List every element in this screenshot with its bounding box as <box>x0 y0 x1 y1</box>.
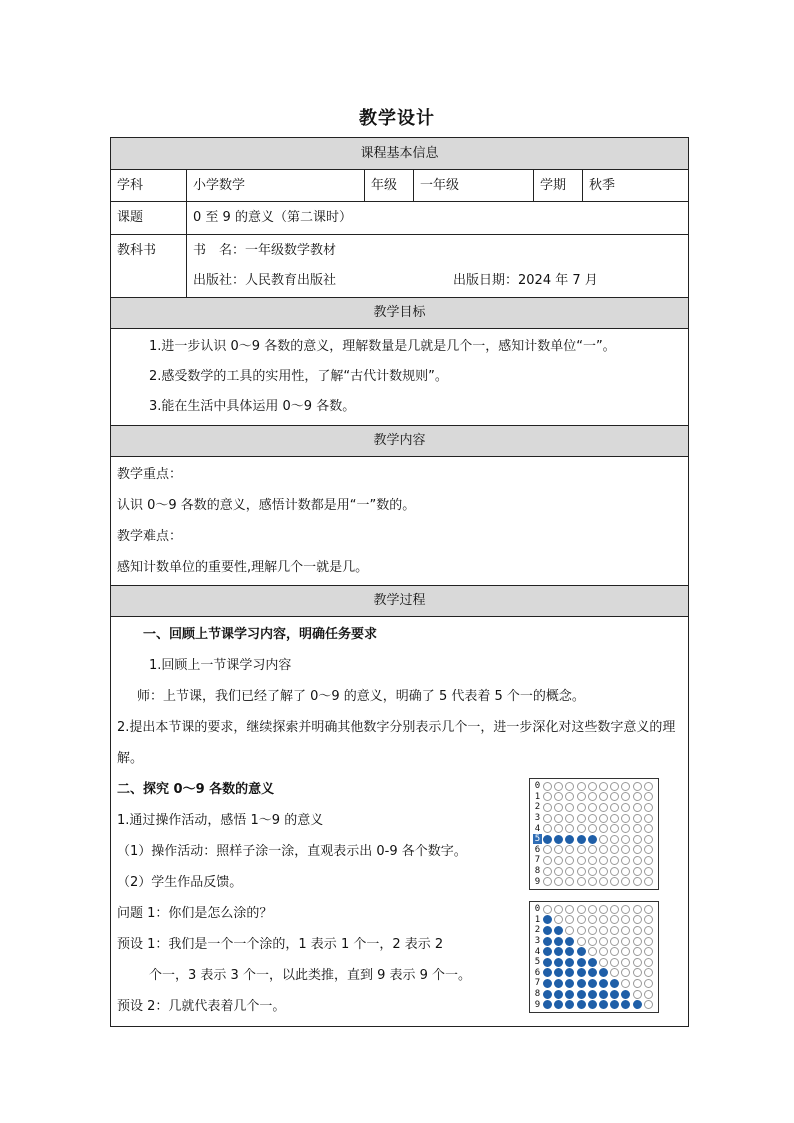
empty-circle <box>577 877 586 886</box>
empty-circle <box>577 926 586 935</box>
empty-circle <box>554 792 563 801</box>
filled-circle <box>588 968 597 977</box>
grid-row-label: 4 <box>534 946 541 957</box>
empty-circle <box>577 937 586 946</box>
operation-activity: （1）操作活动：照样子涂一涂，直观表示出 0-9 各个数字。 <box>117 843 467 859</box>
content-header: 教学内容 <box>111 426 689 457</box>
empty-circle <box>644 814 653 823</box>
empty-circle <box>565 856 574 865</box>
grade-value: 一年级 <box>414 170 534 202</box>
empty-circle <box>554 803 563 812</box>
empty-circle <box>543 856 552 865</box>
filled-circle <box>543 968 552 977</box>
filled-circle <box>543 835 552 844</box>
filled-circle <box>543 926 552 935</box>
empty-circle <box>599 814 608 823</box>
filled-circle <box>554 958 563 967</box>
empty-circle <box>633 867 642 876</box>
empty-circle <box>554 905 563 914</box>
empty-circle <box>644 990 653 999</box>
grid-row-label: 3 <box>534 813 541 824</box>
empty-circle <box>599 905 608 914</box>
subject-label: 学科 <box>111 170 187 202</box>
filled-circle <box>554 979 563 988</box>
empty-circle <box>633 926 642 935</box>
basic-info-header: 课程基本信息 <box>111 138 689 170</box>
filled-circle <box>610 1000 619 1009</box>
empty-circle <box>599 856 608 865</box>
empty-circle <box>577 867 586 876</box>
empty-circle <box>610 824 619 833</box>
empty-circle <box>644 835 653 844</box>
empty-circle <box>554 814 563 823</box>
abacus-grid-complete <box>529 901 659 1013</box>
difficulty-text: 感知计数单位的重要性,理解几个一就是几。 <box>117 559 369 575</box>
filled-circle <box>565 968 574 977</box>
empty-circle <box>644 877 653 886</box>
empty-circle <box>610 958 619 967</box>
topic-row <box>111 202 689 235</box>
grid-row <box>533 946 655 957</box>
empty-circle <box>633 803 642 812</box>
difficulty-label: 教学难点： <box>117 528 183 544</box>
empty-circle <box>621 814 630 823</box>
textbook-info <box>187 235 689 298</box>
document-title: 教学设计 <box>359 108 435 129</box>
empty-circle <box>554 856 563 865</box>
goals-header: 教学目标 <box>111 298 689 329</box>
empty-circle <box>577 792 586 801</box>
empty-circle <box>599 958 608 967</box>
empty-circle <box>577 803 586 812</box>
filled-circle <box>565 1000 574 1009</box>
empty-circle <box>621 968 630 977</box>
filled-circle <box>599 1000 608 1009</box>
empty-circle <box>565 824 574 833</box>
filled-circle <box>565 947 574 956</box>
empty-circle <box>599 824 608 833</box>
grid-row <box>533 925 655 936</box>
grid-row-label: 9 <box>534 876 541 887</box>
empty-circle <box>644 792 653 801</box>
empty-circle <box>543 782 552 791</box>
filled-circle <box>543 958 552 967</box>
empty-circle <box>633 968 642 977</box>
empty-circle <box>621 958 630 967</box>
textbook-row <box>111 235 689 298</box>
textbook-label: 教科书 <box>111 235 187 298</box>
filled-circle <box>554 835 563 844</box>
grid-row <box>533 855 655 866</box>
filled-circle <box>554 926 563 935</box>
key-points-text: 认识 0～9 各数的意义，感悟计数都是用“一”数的。 <box>117 497 416 513</box>
filled-circle <box>577 968 586 977</box>
empty-circle <box>565 877 574 886</box>
grid-row <box>533 802 655 813</box>
empty-circle <box>644 803 653 812</box>
filled-circle <box>565 990 574 999</box>
grid-row-label: 8 <box>534 989 541 1000</box>
filled-circle <box>588 835 597 844</box>
empty-circle <box>565 867 574 876</box>
empty-circle <box>588 824 597 833</box>
basic-info-header-row <box>111 138 689 170</box>
empty-circle <box>644 1000 653 1009</box>
empty-circle <box>633 824 642 833</box>
empty-circle <box>543 824 552 833</box>
grid-row-label: 2 <box>534 925 541 936</box>
filled-circle <box>577 958 586 967</box>
empty-circle <box>621 782 630 791</box>
section2-title: 二、探究 0～9 各数的意义 <box>117 781 275 797</box>
grid-row <box>533 968 655 979</box>
empty-circle <box>577 915 586 924</box>
empty-circle <box>554 782 563 791</box>
topic-value: 0 至 9 的意义（第二课时） <box>187 202 689 235</box>
empty-circle <box>621 845 630 854</box>
publisher-line <box>193 266 688 296</box>
empty-circle <box>610 803 619 812</box>
grid-row <box>533 989 655 1000</box>
empty-circle <box>588 867 597 876</box>
empty-circle <box>610 835 619 844</box>
grid-row-label: 9 <box>534 999 541 1010</box>
empty-circle <box>644 867 653 876</box>
empty-circle <box>644 958 653 967</box>
empty-circle <box>633 990 642 999</box>
filled-circle <box>610 990 619 999</box>
empty-circle <box>599 947 608 956</box>
empty-circle <box>633 835 642 844</box>
goal-item: 3.能在生活中具体运用 0～9 各数。 <box>149 399 356 415</box>
empty-circle <box>599 835 608 844</box>
filled-circle <box>543 915 552 924</box>
filled-circle <box>577 990 586 999</box>
grid-row-label: 6 <box>534 844 541 855</box>
empty-circle <box>621 835 630 844</box>
empty-circle <box>633 979 642 988</box>
empty-circle <box>588 803 597 812</box>
empty-circle <box>610 782 619 791</box>
empty-circle <box>644 968 653 977</box>
empty-circle <box>588 782 597 791</box>
grid-row-label: 4 <box>534 823 541 834</box>
filled-circle <box>543 937 552 946</box>
empty-circle <box>610 845 619 854</box>
filled-circle <box>621 990 630 999</box>
empty-circle <box>610 792 619 801</box>
empty-circle <box>610 905 619 914</box>
empty-circle <box>588 877 597 886</box>
empty-circle <box>644 947 653 956</box>
filled-circle <box>621 1000 630 1009</box>
grid-row <box>533 792 655 803</box>
empty-circle <box>644 856 653 865</box>
empty-circle <box>565 803 574 812</box>
empty-circle <box>554 915 563 924</box>
filled-circle <box>565 958 574 967</box>
empty-circle <box>633 958 642 967</box>
empty-circle <box>621 915 630 924</box>
empty-circle <box>588 856 597 865</box>
student-feedback: （2）学生作品反馈。 <box>117 874 243 890</box>
empty-circle <box>633 782 642 791</box>
filled-circle <box>577 1000 586 1009</box>
filled-circle <box>588 1000 597 1009</box>
empty-circle <box>633 792 642 801</box>
subject-value: 小学数学 <box>187 170 365 202</box>
empty-circle <box>543 803 552 812</box>
publisher: 出版社：人民教育出版社 <box>193 273 337 289</box>
empty-circle <box>633 915 642 924</box>
subject-row <box>111 170 689 202</box>
grid-row <box>533 876 655 887</box>
empty-circle <box>633 937 642 946</box>
section1-teacher-remark: 师：上节课，我们已经了解了 0～9 的意义，明确了 5 代表着 5 个一的概念。 <box>137 688 585 704</box>
empty-circle <box>621 824 630 833</box>
empty-circle <box>633 845 642 854</box>
empty-circle <box>621 856 630 865</box>
empty-circle <box>633 877 642 886</box>
empty-circle <box>543 814 552 823</box>
empty-circle <box>621 792 630 801</box>
empty-circle <box>621 947 630 956</box>
grid-row <box>533 781 655 792</box>
empty-circle <box>554 845 563 854</box>
grid-row-label: 0 <box>534 904 541 915</box>
goal-item: 1.进一步认识 0～9 各数的意义，理解数量是几就是几个一，感知计数单位“一”。 <box>149 339 616 355</box>
empty-circle <box>543 905 552 914</box>
empty-circle <box>577 814 586 823</box>
filled-circle <box>554 937 563 946</box>
grid-row-label: 6 <box>534 967 541 978</box>
goals-header-row <box>111 298 689 329</box>
empty-circle <box>644 845 653 854</box>
empty-circle <box>543 867 552 876</box>
empty-circle <box>565 845 574 854</box>
empty-circle <box>644 937 653 946</box>
grid-row <box>533 999 655 1010</box>
empty-circle <box>610 947 619 956</box>
filled-circle <box>588 979 597 988</box>
empty-circle <box>588 937 597 946</box>
empty-circle <box>554 877 563 886</box>
section2-item1: 1.通过操作活动，感悟 1～9 的意义 <box>117 812 324 828</box>
content-body <box>111 457 689 586</box>
preset-2: 预设 2：几就代表着几个一。 <box>117 998 286 1014</box>
empty-circle <box>610 877 619 886</box>
goals-row <box>111 329 689 426</box>
content-row <box>111 457 689 586</box>
preset-1-line1: 预设 1：我们是一个一个涂的，1 表示 1 个一，2 表示 2 <box>117 936 444 952</box>
filled-circle <box>554 968 563 977</box>
empty-circle <box>588 926 597 935</box>
empty-circle <box>577 782 586 791</box>
grid-row <box>533 823 655 834</box>
empty-circle <box>543 845 552 854</box>
lesson-table <box>110 137 689 1027</box>
empty-circle <box>577 905 586 914</box>
preset-1-line2: 个一，3 表示 3 个一，以此类推，直到 9 表示 9 个一。 <box>149 967 472 983</box>
goal-item: 2.感受数学的工具的实用性，了解“古代计数规则”。 <box>149 369 448 385</box>
grid-row <box>533 813 655 824</box>
filled-circle <box>543 979 552 988</box>
empty-circle <box>588 814 597 823</box>
filled-circle <box>610 979 619 988</box>
empty-circle <box>633 947 642 956</box>
empty-circle <box>610 856 619 865</box>
empty-circle <box>599 782 608 791</box>
empty-circle <box>644 979 653 988</box>
filled-circle <box>543 1000 552 1009</box>
filled-circle <box>599 968 608 977</box>
empty-circle <box>588 845 597 854</box>
filled-circle <box>543 947 552 956</box>
empty-circle <box>610 814 619 823</box>
empty-circle <box>554 867 563 876</box>
filled-circle <box>565 835 574 844</box>
empty-circle <box>610 867 619 876</box>
question-1: 问题 1：你们是怎么涂的？ <box>117 905 273 921</box>
empty-circle <box>599 937 608 946</box>
empty-circle <box>621 877 630 886</box>
grid-row-label: 0 <box>534 781 541 792</box>
empty-circle <box>610 915 619 924</box>
empty-circle <box>599 915 608 924</box>
empty-circle <box>621 867 630 876</box>
grid-row <box>533 834 655 845</box>
empty-circle <box>554 824 563 833</box>
grid-row-label: 5 <box>534 834 541 845</box>
publish-date: 出版日期：2024 年 7 月 <box>453 273 598 289</box>
grid-row-label: 7 <box>534 855 541 866</box>
section1-title: 一、回顾上节课学习内容，明确任务要求 <box>143 626 378 642</box>
empty-circle <box>577 845 586 854</box>
grid-row-label: 1 <box>534 791 541 802</box>
empty-circle <box>599 867 608 876</box>
empty-circle <box>644 782 653 791</box>
empty-circle <box>621 979 630 988</box>
empty-circle <box>633 856 642 865</box>
filled-circle <box>588 990 597 999</box>
process-header: 教学过程 <box>111 586 689 617</box>
term-value: 秋季 <box>583 170 689 202</box>
empty-circle <box>543 792 552 801</box>
empty-circle <box>621 937 630 946</box>
empty-circle <box>565 926 574 935</box>
term-label: 学期 <box>534 170 583 202</box>
goals-list <box>111 329 689 426</box>
empty-circle <box>588 947 597 956</box>
empty-circle <box>621 905 630 914</box>
empty-circle <box>565 782 574 791</box>
empty-circle <box>621 926 630 935</box>
empty-circle <box>588 792 597 801</box>
empty-circle <box>599 803 608 812</box>
empty-circle <box>588 905 597 914</box>
grid-row-label: 5 <box>534 957 541 968</box>
content-header-row <box>111 426 689 457</box>
empty-circle <box>633 905 642 914</box>
grid-row-label: 1 <box>534 914 541 925</box>
grid-row <box>533 936 655 947</box>
empty-circle <box>588 915 597 924</box>
empty-circle <box>543 877 552 886</box>
filled-circle <box>554 947 563 956</box>
empty-circle <box>621 803 630 812</box>
book-name: 书 名：一年级数学教材 <box>193 243 337 259</box>
grid-row-label: 8 <box>534 866 541 877</box>
empty-circle <box>633 814 642 823</box>
grid-row <box>533 915 655 926</box>
grid-row <box>533 978 655 989</box>
empty-circle <box>577 824 586 833</box>
filled-circle <box>577 835 586 844</box>
empty-circle <box>644 915 653 924</box>
filled-circle <box>588 958 597 967</box>
grid-row <box>533 957 655 968</box>
empty-circle <box>644 824 653 833</box>
grade-label: 年级 <box>365 170 414 202</box>
empty-circle <box>565 792 574 801</box>
filled-circle <box>543 990 552 999</box>
grid-row-label: 2 <box>534 802 541 813</box>
filled-circle <box>599 990 608 999</box>
grid-row-label: 3 <box>534 936 541 947</box>
filled-circle <box>633 1000 642 1009</box>
filled-circle <box>565 979 574 988</box>
empty-circle <box>565 814 574 823</box>
empty-circle <box>599 845 608 854</box>
process-header-row <box>111 586 689 617</box>
grid-row <box>533 845 655 856</box>
section1-item2: 2.提出本节课的要求，继续探索并明确其他数字分别表示几个一，进一步深化对这些数字意义的理解。 <box>117 720 676 766</box>
empty-circle <box>565 915 574 924</box>
filled-circle <box>554 1000 563 1009</box>
key-points-label: 教学重点： <box>117 466 183 482</box>
empty-circle <box>565 905 574 914</box>
grid-row <box>533 904 655 915</box>
grid-row-label: 7 <box>534 978 541 989</box>
abacus-grid-example <box>529 778 659 890</box>
grid-row <box>533 866 655 877</box>
empty-circle <box>644 905 653 914</box>
empty-circle <box>610 926 619 935</box>
empty-circle <box>610 937 619 946</box>
topic-label: 课题 <box>111 202 187 235</box>
filled-circle <box>577 979 586 988</box>
empty-circle <box>610 968 619 977</box>
filled-circle <box>599 979 608 988</box>
empty-circle <box>599 877 608 886</box>
filled-circle <box>565 937 574 946</box>
empty-circle <box>577 856 586 865</box>
empty-circle <box>599 926 608 935</box>
empty-circle <box>644 926 653 935</box>
section1-item1: 1.回顾上一节课学习内容 <box>149 657 292 673</box>
filled-circle <box>554 990 563 999</box>
empty-circle <box>599 792 608 801</box>
filled-circle <box>577 947 586 956</box>
